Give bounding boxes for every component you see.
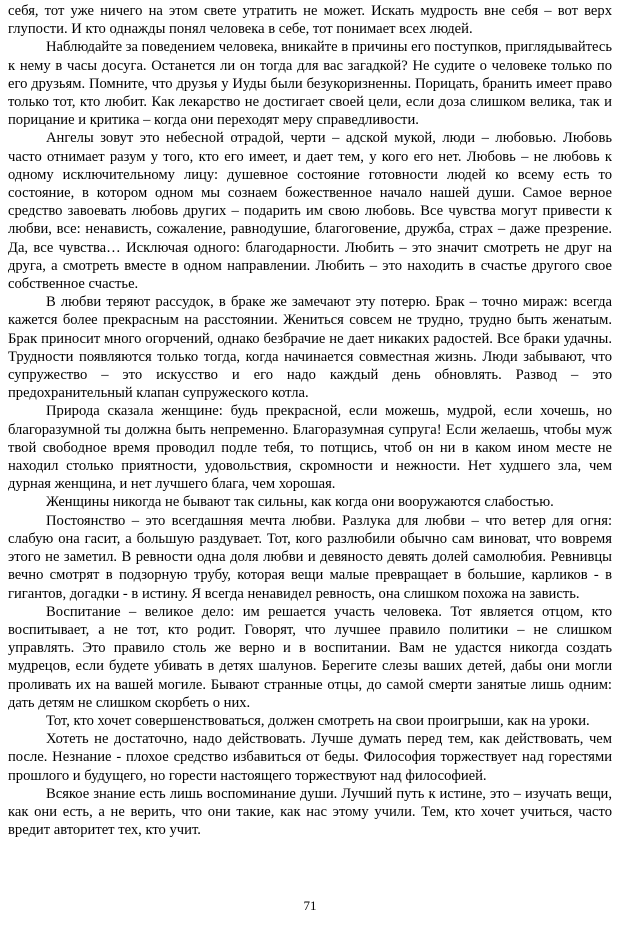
paragraph-improvement: Тот, кто хочет совершенствоваться, должен смотреть на свои проигрыши, как на уроки. [46, 712, 590, 729]
paragraph-knowledge: Всякое знание есть лишь воспоминание души. Лучший путь к истине, это – изучать вещи, как они есть, а не верить, что они такие, как нас этому учили. Тем, кто хочет учиться, часто вредит авторитет тех, кто учит. [8, 785, 612, 839]
paragraph-weakness: Женщины никогда не бывают так сильны, как когда они вооружаются слабостью. [46, 494, 554, 511]
paragraph-woman: Природа сказала женщине: будь прекрасной, если можешь, мудрой, если хочешь, но благоразумной ты должна быть непременно. Благоразумная супруга! Если желаешь, чтобы муж твой свободное время проводил подле тебя, то потщись, чтоб он ни в каком ином месте не находил столько приятности, удовольствия, скромности и нежности. Нет худшего зла, чем дурная женщина, и нет лучшего блага, чем хорошая. [8, 403, 612, 493]
paragraph-observation: Наблюдайте за поведением человека, вникайте в причины его поступков, приглядывайтесь к нему в часы досуга. Останется ли он тогда для вас загадкой? Не судите о человеке только по его друзьям. Помните, что друзья у Иуды были безукоризненны. Порицать, бранить имеет право только тот, кто любит. Как лекарство не достигает своей цели, если доза слишком велика, так и порицание и критика – когда они переходят меру справедливости. [8, 39, 612, 129]
paragraph-marriage: В любви теряют рассудок, в браке же замечают эту потерю. Брак – точно мираж: всегда кажется более прекрасным на расстоянии. Жениться совсем не трудно, трудно быть женатым. Брак приносит много огорчений, однако безбрачие не дает никаких радостей. Все браки удачны. Трудности появляются только тогда, когда начинается совместная жизнь. Люди забывают, что супружество – это искусство и его надо каждый день обновлять. Развод – это предохранительный клапан супружеского котла. [8, 294, 612, 402]
paragraph-action: Хотеть не достаточно, надо действовать. Лучше думать перед тем, как действовать, чем после. Незнание - плохое средство избавиться от беды. Философия торжествует над горестями прошлого и будущего, но горести настоящего торжествуют над философией. [8, 731, 612, 784]
page-number: 71 [303, 898, 317, 913]
paragraph-constancy: Постоянство – это всегдашняя мечта любви. Разлука для любви – что ветер для огня: слабую она гасит, а большую раздувает. Тот, кого разлюбили обычно сам виноват, что вовремя этого не заметил. В ревности одна доля любви и девяносто девять долей самолюбия. Ревнивцы вечно смотрят в подзорную трубу, которая вещи малые превращает в большие, карликов - в гигантов, догадки - в истину. Я всегда ненавидел ревность, она слишком похожа на зависть. [8, 512, 612, 602]
paragraph-upbringing: Воспитание – великое дело: им решается участь человека. Тот является отцом, кто воспитывает, а не тот, кто родит. Говорят, что лучшее правило политики – не слишком управлять. Это правило столь же верно и в воспитании. Вам не удастся никогда создать мудрецов, если будете убивать в детях шалунов. Берегите слезы ваших детей, дабы они могли проливать их на вашей могиле. Бывают странные отцы, до самой смерти занятые лишь одним: дать детям не слишком скорбеть о них. [8, 603, 612, 711]
paragraph-continuation: себя, тот уже ничего на этом свете утратить не может. Искать мудрость вне себя – вот верх глупости. И кто однажды понял человека в себе, тот понимает всех людей. [8, 3, 612, 38]
page-body [8, 2, 612, 839]
paragraph-love: Ангелы зовут это небесной отрадой, черти – адской мукой, люди – любовью. Любовь часто отнимает разум у того, кто его имеет, и дает тем, у кого его нет. Любовь – не любовь к одному исключительному лицу: душевное состояние готовности людей ко всему есть то состояние, в котором одном мы сознаем божественное начало нашей души. Самое верное средство завоевать любовь других – подарить им свою любовь. Все чувства могут привести к любви, все: ненависть, сожаление, равнодушие, благоговение, дружба, страх – даже презрение. Да, все чувства… Исключая одного: благодарности. Любить – это значит смотреть не друг на друга, а смотреть вместе в одном направлении. Любить – это находить в счастье другого свое собственное счастье. [8, 130, 612, 293]
